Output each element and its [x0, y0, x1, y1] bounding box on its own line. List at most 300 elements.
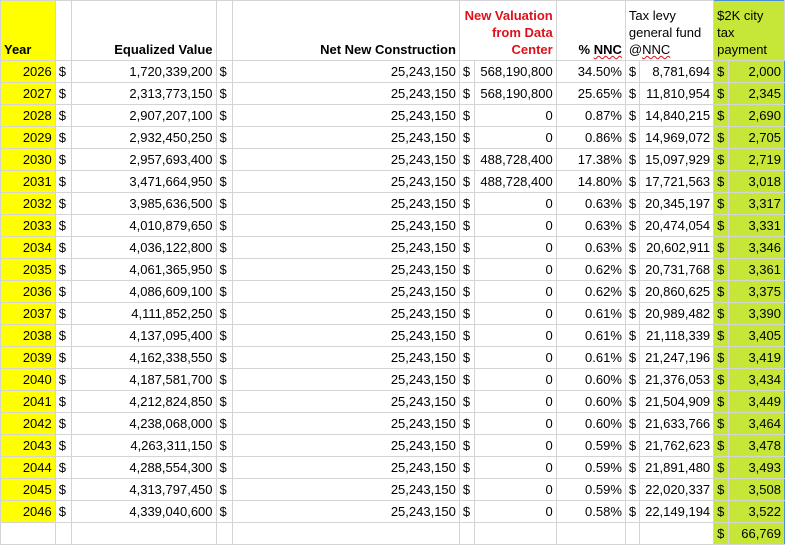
payment-cell[interactable]: 3,449: [728, 391, 784, 413]
year-cell[interactable]: 2029: [1, 127, 56, 149]
equalized-dollar[interactable]: $: [55, 127, 71, 149]
payment-dollar[interactable]: $: [714, 281, 729, 303]
equalized-cell[interactable]: 4,238,068,000: [71, 413, 216, 435]
nnc-dollar[interactable]: $: [216, 413, 232, 435]
newval-dollar[interactable]: $: [459, 391, 475, 413]
empty-cell[interactable]: [55, 523, 71, 545]
newval-dollar[interactable]: $: [459, 413, 475, 435]
empty-cell[interactable]: [71, 523, 216, 545]
nnc-dollar[interactable]: $: [216, 369, 232, 391]
total-row: [1, 523, 785, 545]
nnc-dollar[interactable]: $: [216, 347, 232, 369]
newval-dollar[interactable]: $: [459, 303, 475, 325]
levy-dollar[interactable]: $: [625, 237, 640, 259]
payment-cell[interactable]: 3,018: [728, 171, 784, 193]
payment-cell[interactable]: 3,478: [728, 435, 784, 457]
table-row: [1, 215, 785, 237]
levy-dollar[interactable]: $: [625, 61, 640, 83]
nnc-dollar[interactable]: $: [216, 127, 232, 149]
equalized-cell[interactable]: 4,313,797,450: [71, 479, 216, 501]
payment-cell[interactable]: 3,346: [728, 237, 784, 259]
levy-cell[interactable]: 20,602,911: [640, 237, 714, 259]
nnc-cell[interactable]: 25,243,150: [232, 171, 459, 193]
newval-dollar[interactable]: $: [459, 281, 475, 303]
pct-nnc-cell[interactable]: 0.59%: [556, 479, 625, 501]
newval-dollar[interactable]: $: [459, 61, 475, 83]
equalized-dollar[interactable]: $: [55, 281, 71, 303]
payment-dollar[interactable]: $: [714, 391, 729, 413]
year-cell[interactable]: 2039: [1, 347, 56, 369]
nnc-dollar[interactable]: $: [216, 215, 232, 237]
payment-dollar[interactable]: $: [714, 435, 729, 457]
payment-cell[interactable]: 2,000: [728, 61, 784, 83]
pct-nnc-cell[interactable]: 0.63%: [556, 237, 625, 259]
payment-dollar[interactable]: $: [714, 127, 729, 149]
total-dollar[interactable]: $: [714, 523, 729, 545]
header-nnc-dollar[interactable]: [216, 1, 232, 61]
table-row: [1, 369, 785, 391]
nnc-cell[interactable]: 25,243,150: [232, 83, 459, 105]
newval-cell[interactable]: 0: [475, 391, 556, 413]
year-cell[interactable]: 2030: [1, 149, 56, 171]
levy-dollar[interactable]: $: [625, 501, 640, 523]
levy-cell[interactable]: 11,810,954: [640, 83, 714, 105]
payment-cell[interactable]: 3,464: [728, 413, 784, 435]
table-row: [1, 171, 785, 193]
year-cell[interactable]: 2037: [1, 303, 56, 325]
nnc-dollar[interactable]: $: [216, 83, 232, 105]
payment-dollar[interactable]: $: [714, 83, 729, 105]
table-row: [1, 347, 785, 369]
nnc-dollar[interactable]: $: [216, 105, 232, 127]
newval-cell[interactable]: 0: [475, 435, 556, 457]
equalized-cell[interactable]: 4,288,554,300: [71, 457, 216, 479]
newval-cell[interactable]: 0: [475, 303, 556, 325]
newval-cell[interactable]: 0: [475, 413, 556, 435]
payment-dollar[interactable]: $: [714, 105, 729, 127]
levy-dollar[interactable]: $: [625, 347, 640, 369]
newval-cell[interactable]: 0: [475, 501, 556, 523]
nnc-cell[interactable]: 25,243,150: [232, 215, 459, 237]
levy-cell[interactable]: 15,097,929: [640, 149, 714, 171]
equalized-cell[interactable]: 4,263,311,150: [71, 435, 216, 457]
nnc-cell[interactable]: 25,243,150: [232, 105, 459, 127]
equalized-cell[interactable]: 4,162,338,550: [71, 347, 216, 369]
levy-dollar[interactable]: $: [625, 435, 640, 457]
nnc-cell[interactable]: 25,243,150: [232, 61, 459, 83]
header-new-valuation[interactable]: New Valuation from Data Center: [459, 1, 556, 61]
pct-nnc-cell[interactable]: 0.61%: [556, 303, 625, 325]
equalized-cell[interactable]: 1,720,339,200: [71, 61, 216, 83]
newval-cell[interactable]: 568,190,800: [475, 61, 556, 83]
header-city-tax-payment[interactable]: $2K city tax payment: [714, 1, 785, 61]
newval-cell[interactable]: 0: [475, 479, 556, 501]
year-cell[interactable]: 2043: [1, 435, 56, 457]
equalized-dollar[interactable]: $: [55, 457, 71, 479]
equalized-cell[interactable]: 4,036,122,800: [71, 237, 216, 259]
levy-cell[interactable]: 20,860,625: [640, 281, 714, 303]
nnc-cell[interactable]: 25,243,150: [232, 391, 459, 413]
equalized-cell[interactable]: 4,010,879,650: [71, 215, 216, 237]
payment-cell[interactable]: 3,361: [728, 259, 784, 281]
nnc-cell[interactable]: 25,243,150: [232, 281, 459, 303]
equalized-dollar[interactable]: $: [55, 369, 71, 391]
levy-dollar[interactable]: $: [625, 457, 640, 479]
payment-cell[interactable]: 3,405: [728, 325, 784, 347]
equalized-dollar[interactable]: $: [55, 347, 71, 369]
nnc-dollar[interactable]: $: [216, 237, 232, 259]
nnc-dollar[interactable]: $: [216, 435, 232, 457]
empty-cell[interactable]: [232, 523, 459, 545]
newval-cell[interactable]: 0: [475, 347, 556, 369]
levy-dollar[interactable]: $: [625, 281, 640, 303]
table-row: [1, 127, 785, 149]
newval-cell[interactable]: 0: [475, 215, 556, 237]
payment-dollar[interactable]: $: [714, 501, 729, 523]
pct-nnc-cell[interactable]: 0.87%: [556, 105, 625, 127]
pct-nnc-cell[interactable]: 0.59%: [556, 435, 625, 457]
newval-cell[interactable]: 0: [475, 281, 556, 303]
year-cell[interactable]: 2027: [1, 83, 56, 105]
year-cell[interactable]: 2042: [1, 413, 56, 435]
newval-dollar[interactable]: $: [459, 347, 475, 369]
payment-dollar[interactable]: $: [714, 413, 729, 435]
newval-dollar[interactable]: $: [459, 215, 475, 237]
newval-dollar[interactable]: $: [459, 457, 475, 479]
levy-dollar[interactable]: $: [625, 369, 640, 391]
nnc-cell[interactable]: 25,243,150: [232, 325, 459, 347]
levy-dollar[interactable]: $: [625, 479, 640, 501]
levy-cell[interactable]: 20,345,197: [640, 193, 714, 215]
table-row: [1, 413, 785, 435]
nnc-dollar[interactable]: $: [216, 281, 232, 303]
levy-dollar[interactable]: $: [625, 105, 640, 127]
header-equalized-dollar[interactable]: [55, 1, 71, 61]
empty-cell[interactable]: [459, 523, 475, 545]
header-levy-label: Tax levy general fund @: [628, 8, 702, 57]
table-row: [1, 325, 785, 347]
equalized-cell[interactable]: 3,985,636,500: [71, 193, 216, 215]
total-payment[interactable]: 66,769: [728, 523, 784, 545]
table-row: [1, 501, 785, 523]
year-cell[interactable]: 2034: [1, 237, 56, 259]
payment-cell[interactable]: 3,331: [728, 215, 784, 237]
payment-cell[interactable]: 3,522: [728, 501, 784, 523]
equalized-dollar[interactable]: $: [55, 435, 71, 457]
equalized-dollar[interactable]: $: [55, 215, 71, 237]
payment-dollar[interactable]: $: [714, 171, 729, 193]
equalized-cell[interactable]: 2,932,450,250: [71, 127, 216, 149]
payment-cell[interactable]: 2,705: [728, 127, 784, 149]
levy-cell[interactable]: 21,633,766: [640, 413, 714, 435]
header-pct-nnc-text: NNC: [593, 42, 622, 57]
levy-cell[interactable]: 14,840,215: [640, 105, 714, 127]
payment-dollar[interactable]: $: [714, 479, 729, 501]
year-cell[interactable]: 2041: [1, 391, 56, 413]
payment-dollar[interactable]: $: [714, 369, 729, 391]
header-year[interactable]: Year: [1, 1, 56, 61]
levy-dollar[interactable]: $: [625, 171, 640, 193]
payment-cell[interactable]: 3,419: [728, 347, 784, 369]
equalized-cell[interactable]: 2,907,207,100: [71, 105, 216, 127]
payment-cell[interactable]: 2,345: [728, 83, 784, 105]
newval-cell[interactable]: 0: [475, 237, 556, 259]
year-cell[interactable]: 2045: [1, 479, 56, 501]
equalized-dollar[interactable]: $: [55, 105, 71, 127]
newval-dollar[interactable]: $: [459, 193, 475, 215]
equalized-cell[interactable]: 2,313,773,150: [71, 83, 216, 105]
equalized-cell[interactable]: 4,086,609,100: [71, 281, 216, 303]
equalized-cell[interactable]: 4,339,040,600: [71, 501, 216, 523]
nnc-dollar[interactable]: $: [216, 193, 232, 215]
equalized-dollar[interactable]: $: [55, 479, 71, 501]
newval-dollar[interactable]: $: [459, 479, 475, 501]
newval-cell[interactable]: 0: [475, 193, 556, 215]
year-cell[interactable]: 2036: [1, 281, 56, 303]
levy-dollar[interactable]: $: [625, 149, 640, 171]
pct-nnc-cell[interactable]: 0.60%: [556, 413, 625, 435]
table-row: [1, 193, 785, 215]
equalized-cell[interactable]: 2,957,693,400: [71, 149, 216, 171]
table-row: [1, 303, 785, 325]
nnc-cell[interactable]: 25,243,150: [232, 479, 459, 501]
newval-cell[interactable]: 0: [475, 369, 556, 391]
year-cell[interactable]: 2032: [1, 193, 56, 215]
nnc-dollar[interactable]: $: [216, 61, 232, 83]
newval-cell[interactable]: 488,728,400: [475, 171, 556, 193]
newval-dollar[interactable]: $: [459, 435, 475, 457]
header-tax-levy[interactable]: [625, 1, 713, 61]
header-equalized[interactable]: Equalized Value: [71, 1, 216, 61]
levy-cell[interactable]: 22,149,194: [640, 501, 714, 523]
nnc-cell[interactable]: 25,243,150: [232, 237, 459, 259]
nnc-cell[interactable]: 25,243,150: [232, 413, 459, 435]
newval-dollar[interactable]: $: [459, 127, 475, 149]
nnc-dollar[interactable]: $: [216, 303, 232, 325]
pct-nnc-cell[interactable]: 0.63%: [556, 193, 625, 215]
header-pct-label: %: [578, 42, 594, 57]
levy-cell[interactable]: 21,118,339: [640, 325, 714, 347]
payment-cell[interactable]: 3,493: [728, 457, 784, 479]
levy-dollar[interactable]: $: [625, 413, 640, 435]
levy-dollar[interactable]: $: [625, 83, 640, 105]
nnc-dollar[interactable]: $: [216, 501, 232, 523]
empty-cell[interactable]: [625, 523, 640, 545]
nnc-cell[interactable]: 25,243,150: [232, 457, 459, 479]
newval-cell[interactable]: 0: [475, 259, 556, 281]
levy-cell[interactable]: 21,247,196: [640, 347, 714, 369]
pct-nnc-cell[interactable]: 0.61%: [556, 347, 625, 369]
levy-dollar[interactable]: $: [625, 127, 640, 149]
payment-dollar[interactable]: $: [714, 259, 729, 281]
levy-cell[interactable]: 14,969,072: [640, 127, 714, 149]
equalized-cell[interactable]: 4,111,852,250: [71, 303, 216, 325]
levy-cell[interactable]: 20,474,054: [640, 215, 714, 237]
levy-dollar[interactable]: $: [625, 215, 640, 237]
year-cell[interactable]: 2026: [1, 61, 56, 83]
nnc-cell[interactable]: 25,243,150: [232, 369, 459, 391]
levy-cell[interactable]: 21,762,623: [640, 435, 714, 457]
nnc-dollar[interactable]: $: [216, 149, 232, 171]
newval-dollar[interactable]: $: [459, 369, 475, 391]
payment-dollar[interactable]: $: [714, 325, 729, 347]
levy-dollar[interactable]: $: [625, 193, 640, 215]
nnc-cell[interactable]: 25,243,150: [232, 149, 459, 171]
equalized-dollar[interactable]: $: [55, 501, 71, 523]
newval-dollar[interactable]: $: [459, 105, 475, 127]
header-row: [1, 1, 785, 61]
equalized-dollar[interactable]: $: [55, 171, 71, 193]
newval-dollar[interactable]: $: [459, 237, 475, 259]
equalized-dollar[interactable]: $: [55, 193, 71, 215]
newval-cell[interactable]: 0: [475, 105, 556, 127]
levy-cell[interactable]: 20,731,768: [640, 259, 714, 281]
newval-cell[interactable]: 0: [475, 457, 556, 479]
nnc-dollar[interactable]: $: [216, 325, 232, 347]
year-cell[interactable]: 2044: [1, 457, 56, 479]
pct-nnc-cell[interactable]: 0.60%: [556, 369, 625, 391]
equalized-cell[interactable]: 4,212,824,850: [71, 391, 216, 413]
payment-cell[interactable]: 2,719: [728, 149, 784, 171]
table-row: [1, 391, 785, 413]
equalized-dollar[interactable]: $: [55, 259, 71, 281]
table-row: [1, 259, 785, 281]
levy-cell[interactable]: 21,891,480: [640, 457, 714, 479]
pct-nnc-cell[interactable]: 0.61%: [556, 325, 625, 347]
pct-nnc-cell[interactable]: 0.60%: [556, 391, 625, 413]
levy-dollar[interactable]: $: [625, 325, 640, 347]
equalized-dollar[interactable]: $: [55, 413, 71, 435]
empty-cell[interactable]: [1, 523, 56, 545]
year-cell[interactable]: 2046: [1, 501, 56, 523]
nnc-dollar[interactable]: $: [216, 391, 232, 413]
year-cell[interactable]: 2038: [1, 325, 56, 347]
header-pct-nnc[interactable]: [556, 1, 625, 61]
newval-dollar[interactable]: $: [459, 149, 475, 171]
newval-cell[interactable]: 0: [475, 325, 556, 347]
levy-dollar[interactable]: $: [625, 303, 640, 325]
payment-dollar[interactable]: $: [714, 303, 729, 325]
payment-dollar[interactable]: $: [714, 193, 729, 215]
equalized-dollar[interactable]: $: [55, 83, 71, 105]
empty-cell[interactable]: [216, 523, 232, 545]
table-row: [1, 83, 785, 105]
newval-dollar[interactable]: $: [459, 501, 475, 523]
equalized-dollar[interactable]: $: [55, 61, 71, 83]
table-row: [1, 105, 785, 127]
empty-cell[interactable]: [556, 523, 625, 545]
newval-dollar[interactable]: $: [459, 171, 475, 193]
table-row: [1, 237, 785, 259]
equalized-dollar[interactable]: $: [55, 149, 71, 171]
year-cell[interactable]: 2031: [1, 171, 56, 193]
payment-cell[interactable]: 3,317: [728, 193, 784, 215]
table-row: [1, 149, 785, 171]
levy-cell[interactable]: 17,721,563: [640, 171, 714, 193]
equalized-dollar[interactable]: $: [55, 391, 71, 413]
newval-dollar[interactable]: $: [459, 325, 475, 347]
pct-nnc-cell[interactable]: 17.38%: [556, 149, 625, 171]
pct-nnc-cell[interactable]: 0.62%: [556, 281, 625, 303]
year-cell[interactable]: 2028: [1, 105, 56, 127]
nnc-cell[interactable]: 25,243,150: [232, 127, 459, 149]
levy-dollar[interactable]: $: [625, 259, 640, 281]
year-cell[interactable]: 2040: [1, 369, 56, 391]
payment-cell[interactable]: 3,508: [728, 479, 784, 501]
pct-nnc-cell[interactable]: 0.58%: [556, 501, 625, 523]
nnc-cell[interactable]: 25,243,150: [232, 259, 459, 281]
pct-nnc-cell[interactable]: 0.63%: [556, 215, 625, 237]
nnc-dollar[interactable]: $: [216, 479, 232, 501]
newval-cell[interactable]: 0: [475, 127, 556, 149]
equalized-dollar[interactable]: $: [55, 325, 71, 347]
payment-cell[interactable]: 3,434: [728, 369, 784, 391]
levy-cell[interactable]: 21,504,909: [640, 391, 714, 413]
newval-dollar[interactable]: $: [459, 259, 475, 281]
newval-dollar[interactable]: $: [459, 83, 475, 105]
pct-nnc-cell[interactable]: 34.50%: [556, 61, 625, 83]
levy-cell[interactable]: 20,989,482: [640, 303, 714, 325]
pct-nnc-cell[interactable]: 0.62%: [556, 259, 625, 281]
equalized-dollar[interactable]: $: [55, 303, 71, 325]
payment-dollar[interactable]: $: [714, 149, 729, 171]
pct-nnc-cell[interactable]: 25.65%: [556, 83, 625, 105]
table-row: [1, 61, 785, 83]
year-cell[interactable]: 2035: [1, 259, 56, 281]
levy-cell[interactable]: 8,781,694: [640, 61, 714, 83]
header-levy-nnc-text: NNC: [642, 42, 671, 57]
empty-cell[interactable]: [640, 523, 714, 545]
payment-cell[interactable]: 2,690: [728, 105, 784, 127]
nnc-cell[interactable]: 25,243,150: [232, 501, 459, 523]
nnc-dollar[interactable]: $: [216, 457, 232, 479]
nnc-dollar[interactable]: $: [216, 259, 232, 281]
payment-cell[interactable]: 3,390: [728, 303, 784, 325]
nnc-dollar[interactable]: $: [216, 171, 232, 193]
pct-nnc-cell[interactable]: 0.86%: [556, 127, 625, 149]
equalized-cell[interactable]: 4,061,365,950: [71, 259, 216, 281]
year-cell[interactable]: 2033: [1, 215, 56, 237]
header-nnc[interactable]: Net New Construction: [232, 1, 459, 61]
equalized-cell[interactable]: 4,137,095,400: [71, 325, 216, 347]
payment-cell[interactable]: 3,375: [728, 281, 784, 303]
payment-dollar[interactable]: $: [714, 237, 729, 259]
nnc-cell[interactable]: 25,243,150: [232, 347, 459, 369]
table-row: [1, 479, 785, 501]
newval-cell[interactable]: 488,728,400: [475, 149, 556, 171]
table-row: [1, 457, 785, 479]
nnc-cell[interactable]: 25,243,150: [232, 193, 459, 215]
equalized-dollar[interactable]: $: [55, 237, 71, 259]
levy-cell[interactable]: 21,376,053: [640, 369, 714, 391]
pct-nnc-cell[interactable]: 0.59%: [556, 457, 625, 479]
payment-dollar[interactable]: $: [714, 457, 729, 479]
payment-dollar[interactable]: $: [714, 347, 729, 369]
table-row: [1, 435, 785, 457]
newval-cell[interactable]: 568,190,800: [475, 83, 556, 105]
table-row: [1, 281, 785, 303]
levy-dollar[interactable]: $: [625, 391, 640, 413]
pct-nnc-cell[interactable]: 14.80%: [556, 171, 625, 193]
nnc-cell[interactable]: 25,243,150: [232, 435, 459, 457]
payment-dollar[interactable]: $: [714, 61, 729, 83]
levy-cell[interactable]: 22,020,337: [640, 479, 714, 501]
nnc-cell[interactable]: 25,243,150: [232, 303, 459, 325]
equalized-cell[interactable]: 4,187,581,700: [71, 369, 216, 391]
payment-dollar[interactable]: $: [714, 215, 729, 237]
empty-cell[interactable]: [475, 523, 556, 545]
equalized-cell[interactable]: 3,471,664,950: [71, 171, 216, 193]
